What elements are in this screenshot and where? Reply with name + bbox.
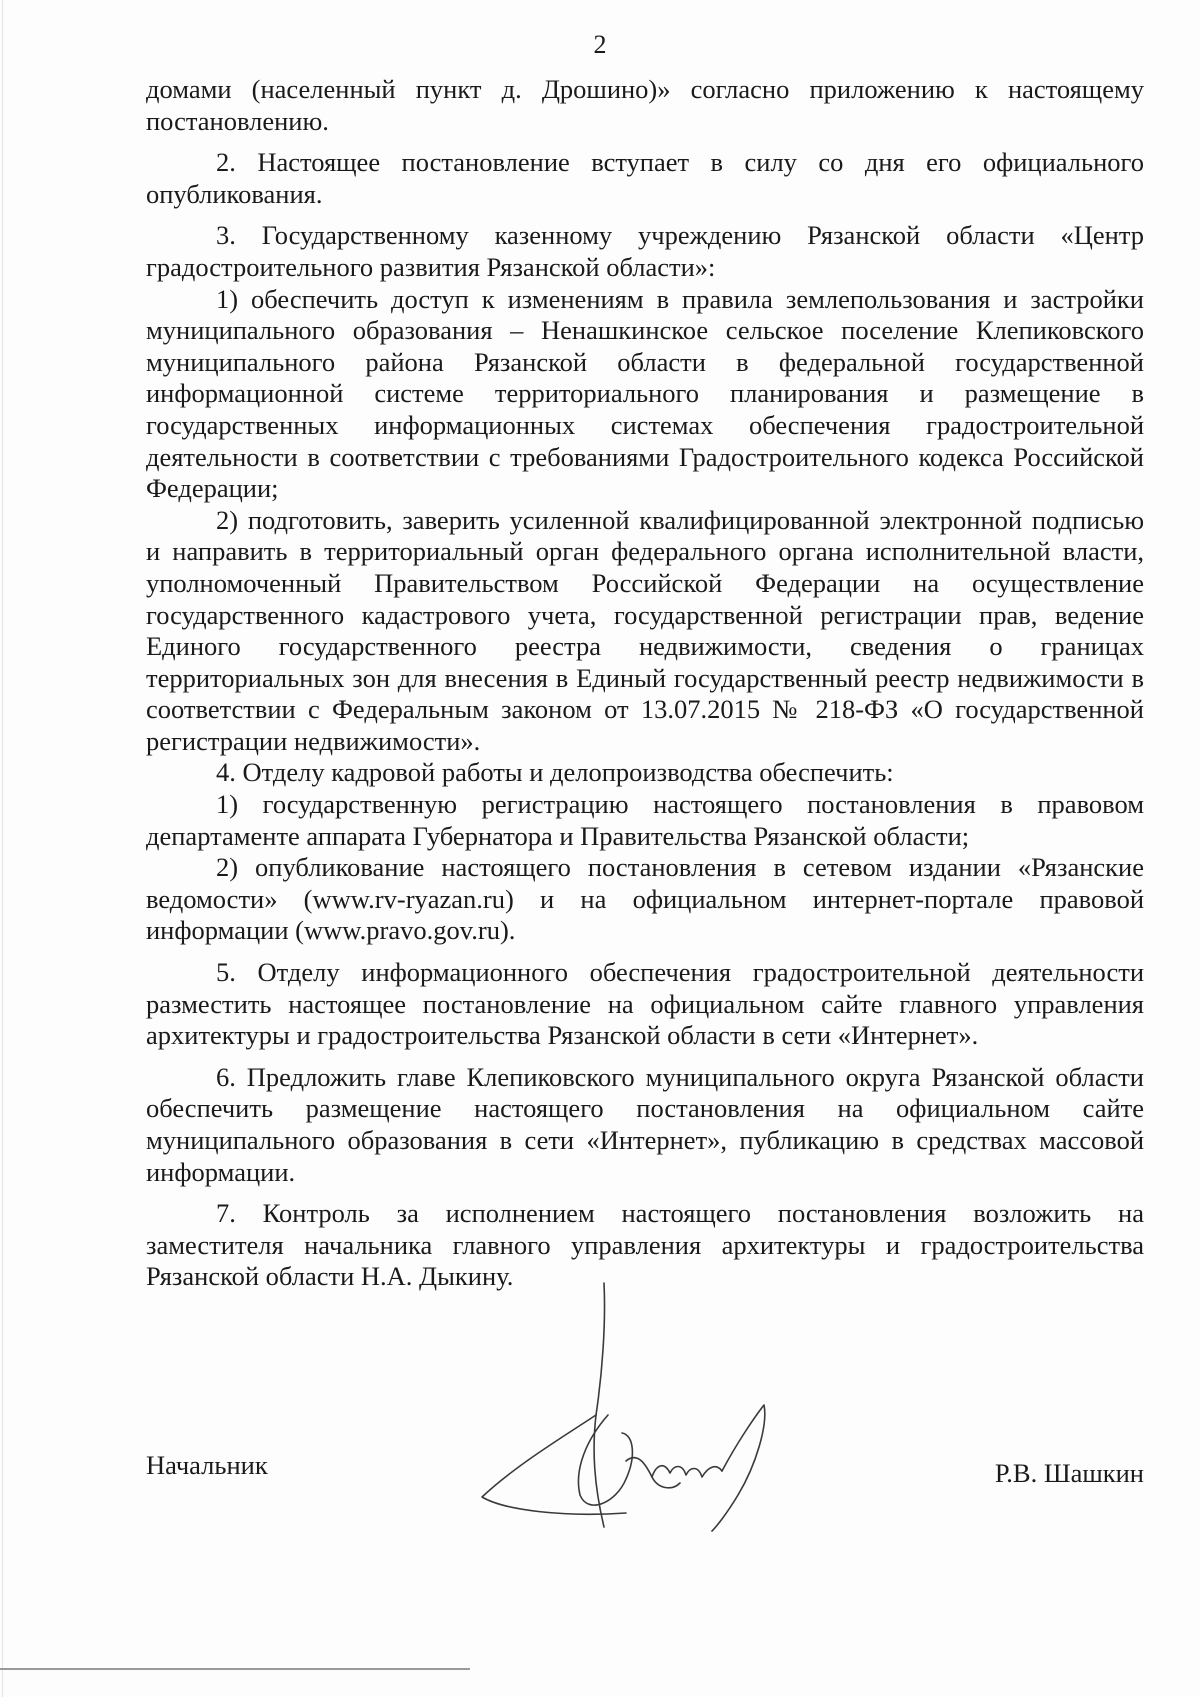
signatory-title: Начальник	[146, 1450, 268, 1480]
paragraph-item-6: 6. Предложить главе Клепиковского муниципального округа Рязанской области обеспечить размещение настоящего постановления на официальном сайте муниципального образования в сети «Интернет», публикацию в средствах массовой информации.	[146, 1061, 1144, 1187]
paragraph-continuation: домами (населенный пункт д. Дрошино)» согласно приложению к настоящему постановлению.	[146, 74, 1144, 136]
paragraph-item-3-sub-1: 1) обеспечить доступ к изменениям в правила землепользования и застройки муниципального образования – Ненашкинское сельское поселение Клепиковского муниципального района Рязанской области в федеральной государственной информационной системе территориального планирования и размещение в государственных информационных системах обеспечения градостроительной деятельности в соответствии с требованиями Градостроительного кодекса Российской Федерации;	[146, 283, 1144, 504]
signatory-name: Р.В. Шашкин	[994, 1458, 1144, 1488]
paragraph-item-4-sub-1: 1) государственную регистрацию настоящего постановления в правовом департаменте аппарата Губернатора и Правительства Рязанской области;	[146, 789, 1144, 851]
page-number: 2	[593, 30, 607, 59]
scan-left-edge	[2, 0, 3, 1697]
document-body	[146, 74, 1144, 1293]
signature-block	[146, 1450, 1144, 1650]
paragraph-item-3: 3. Государственному казенному учреждению Рязанской области «Центр градостроительного развития Рязанской области»:	[146, 220, 1144, 282]
paragraph-item-7: 7. Контроль за исполнением настоящего постановления возложить на заместителя начальника главного управления архитектуры и градостроительства Рязанской области Н.А. Дыкину.	[146, 1198, 1144, 1292]
paragraph-item-3-sub-2: 2) подготовить, заверить усиленной квалифицированной электронной подписью и направить в территориальный орган федерального органа исполнительной власти, уполномоченный Правительством Российской Федерации на осуществление государственного кадастрового учета, государственной регистрации прав, ведение Единого государственного реестра недвижимости, сведения о границах территориальных зон для внесения в Единый государственный реестр недвижимости в соответствии с Федеральным законом от 13.07.2015 № 218-ФЗ «О государственной регистрации недвижимости».	[146, 504, 1144, 756]
paragraph-item-4-sub-2: 2) опубликование настоящего постановления в сетевом издании «Рязанские ведомости» (www.rv-ryazan.ru) и на официальном интернет-портале правовой информации (www.pravo.gov.ru).	[146, 852, 1144, 946]
paragraph-item-2: 2. Настоящее постановление вступает в силу со дня его официального опубликования.	[146, 147, 1144, 209]
handwritten-signature	[476, 1265, 796, 1535]
paragraph-item-5: 5. Отделу информационного обеспечения градостроительной деятельности разместить настоящее постановление на официальном сайте главного управления архитектуры и градостроительства Рязанской области в сети «Интернет».	[146, 957, 1144, 1051]
paragraph-item-4: 4. Отделу кадровой работы и делопроизводства обеспечить:	[216, 757, 894, 788]
scan-bottom-edge	[0, 1668, 470, 1670]
